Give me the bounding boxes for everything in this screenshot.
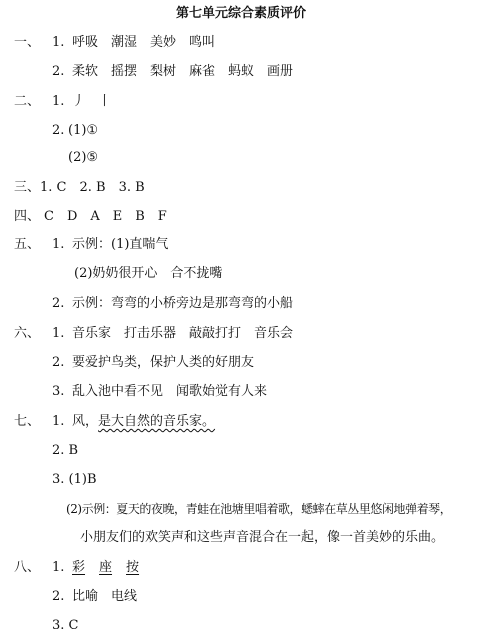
section-5-number: 五、 [14, 237, 41, 252]
section-8-q1-word-3: 按 [126, 560, 140, 575]
page-title: 第七单元综合素质评价 [176, 6, 307, 21]
section-6-q2-answer: 要爱护鸟类，保护人类的好朋友 [72, 355, 255, 370]
section-8-number: 八、 [14, 560, 41, 575]
section-5-q1-answer-2: (2)奶奶很开心 合不拢嘴 [74, 266, 223, 281]
section-5-q2-answer: 示例：弯弯的小桥旁边是那弯弯的小船 [72, 296, 294, 311]
section-1-q2-number: 2. [52, 64, 65, 79]
section-5-q1-answer-1: 示例：(1)直喘气 [72, 237, 169, 252]
section-6-q1-number: 1. [52, 326, 65, 341]
section-6-q3-answer: 乱入池中看不见 闻歌始觉有人来 [72, 384, 268, 399]
section-4-answers: C D A E B F [44, 209, 167, 224]
section-2-q1-number: 1. [52, 94, 65, 109]
section-1-q1-number: 1. [52, 35, 65, 50]
section-8-q1-word-2: 座 [99, 560, 113, 575]
section-1-q2-answer: 柔软 摇摆 梨树 麻雀 蚂蚁 画册 [72, 64, 294, 79]
section-5-q2-number: 2. [52, 296, 65, 311]
section-7-q1-answer [72, 414, 215, 430]
section-8-q1-answer [72, 560, 139, 576]
section-6-q2-number: 2. [52, 355, 65, 370]
section-2-q1-answer: 丿 丨 [72, 94, 112, 109]
section-8-q2-answer: 比喻 电线 [72, 589, 138, 604]
section-3-answers: 1. C 2. B 3. B [40, 180, 145, 195]
section-6-q3-number: 3. [52, 384, 65, 399]
section-7-q3-answer-2-line-2: 小朋友们的欢笑声和这些声音混合在一起，像一首美妙的乐曲。 [80, 530, 445, 545]
section-7-q3-answer-2-line-1: (2)示例：夏天的夜晚，青蛙在池塘里唱着歌，蟋蟀在草丛里悠闲地弹着琴， [66, 502, 452, 516]
section-2-q2-answer-1: (1)① [68, 123, 99, 138]
section-8-q3-answer: 3. C [52, 618, 79, 633]
section-7-q1-subject: 风， [72, 414, 99, 429]
section-7-number: 七、 [14, 414, 41, 429]
section-3-number: 三、 [14, 180, 41, 195]
section-2-q2-answer-2: (2)⑤ [68, 150, 99, 165]
section-1-q1-answer: 呼吸 潮湿 美妙 鸣叫 [72, 35, 216, 50]
section-2-number: 二、 [14, 94, 41, 109]
section-8-q1-number: 1. [52, 560, 65, 575]
section-1-number: 一、 [14, 35, 41, 50]
section-7-q2-answer: 2. B [52, 443, 79, 458]
section-4-number: 四、 [14, 209, 41, 224]
section-8-q2-number: 2. [52, 589, 65, 604]
section-7-q1-wavy-underlined: 是大自然的音乐家。 [98, 414, 216, 429]
section-2-q2-number: 2. [52, 123, 65, 138]
section-6-number: 六、 [14, 326, 41, 341]
section-5-q1-number: 1. [52, 237, 65, 252]
section-7-q3-answer-1: 3. (1)B [52, 472, 97, 487]
section-8-q1-word-1: 彩 [72, 560, 86, 575]
section-6-q1-answer: 音乐家 打击乐器 敲敲打打 音乐会 [72, 326, 294, 341]
section-7-q1-number: 1. [52, 414, 65, 429]
